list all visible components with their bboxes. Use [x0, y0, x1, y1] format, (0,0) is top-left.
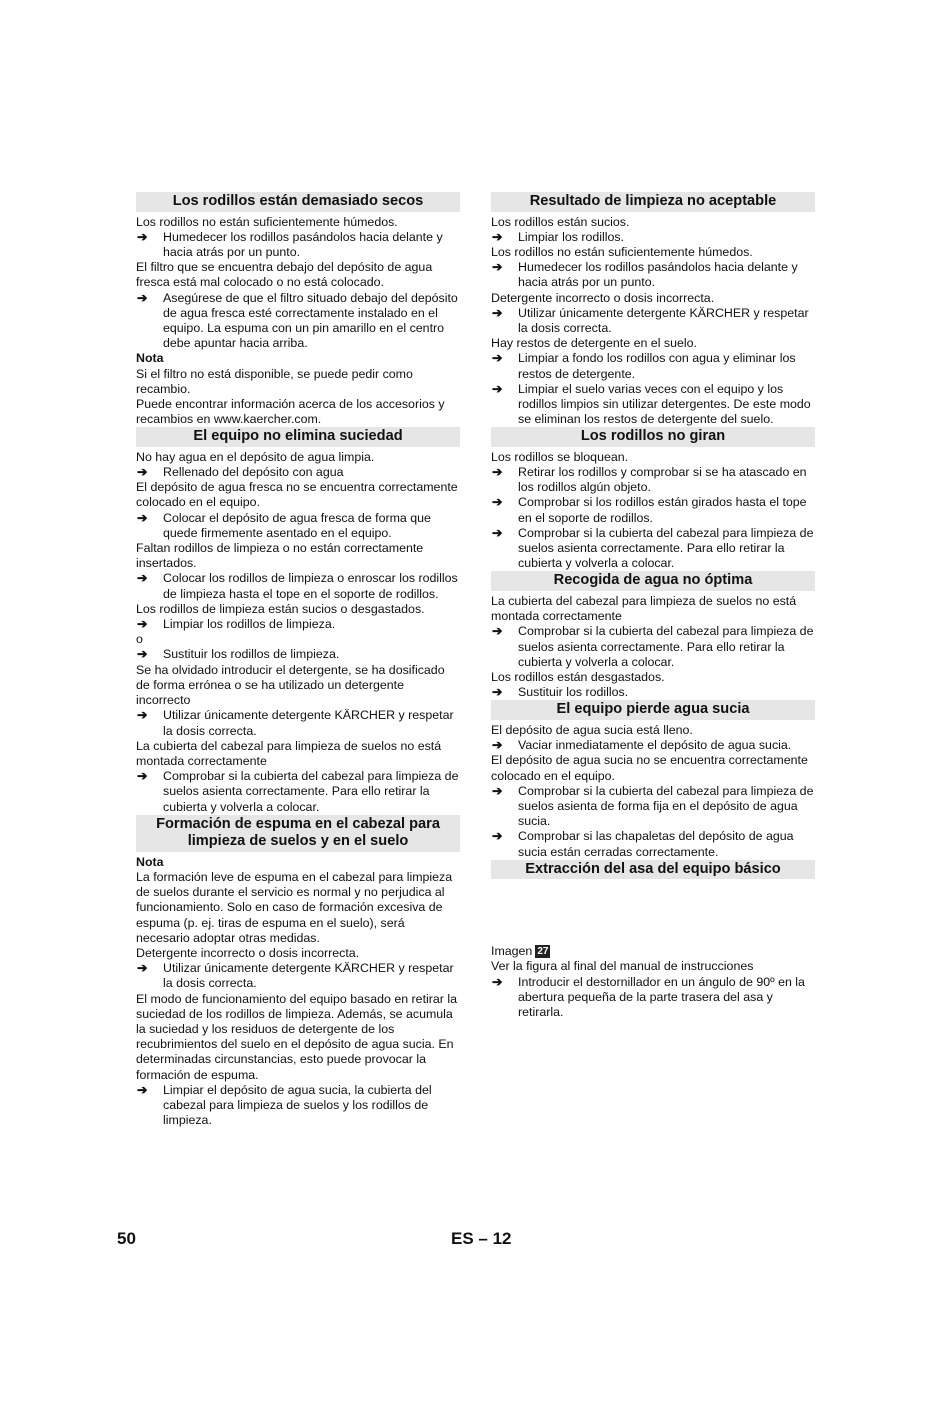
arrow-right-icon: ➔ — [492, 381, 503, 396]
arrow-right-icon: ➔ — [492, 305, 503, 320]
paragraph: El depósito de agua fresca no se encuentra correctamente colocado en el equipo. — [136, 480, 458, 510]
paragraph: Los rodillos están sucios. — [491, 214, 630, 229]
section-heading: El equipo no elimina suciedad — [136, 427, 460, 447]
step-item — [491, 975, 815, 1021]
step-text: Introducir el destornillador en un ángulo de 90º en la abertura pequeña de la parte trasera del asa y retirarla. — [518, 974, 805, 1020]
step-item — [491, 260, 815, 290]
arrow-right-icon: ➔ — [492, 685, 503, 700]
step-item — [491, 306, 815, 336]
step-text: Humedecer los rodillos pasándolos hacia delante y hacia atrás por un punto. — [163, 229, 443, 259]
paragraph: Los rodillos se bloquean. — [491, 449, 629, 464]
step-text: Retirar los rodillos y comprobar si se ha atascado en los rodillos algún objeto. — [518, 465, 807, 495]
paragraph: o — [136, 632, 143, 647]
section-heading: Extracción del asa del equipo básico — [491, 860, 815, 880]
step-text: Comprobar si la cubierta del cabezal para limpieza de suelos asienta de forma fija en el depósito de agua sucia. — [518, 783, 814, 829]
arrow-right-icon: ➔ — [137, 290, 148, 305]
section-heading: Recogida de agua no óptima — [491, 571, 815, 591]
arrow-right-icon: ➔ — [492, 525, 503, 540]
paragraph: Detergente incorrecto o dosis incorrecta. — [491, 290, 715, 305]
figure-reference — [491, 944, 815, 959]
page-number: 50 — [117, 1229, 136, 1248]
step-item — [136, 291, 460, 352]
section-heading: Formación de espuma en el cabezal para limpieza de suelos y en el suelo — [136, 815, 460, 852]
paragraph: El modo de funcionamiento del equipo basado en retirar la suciedad de los rodillos de limpieza. Además, se acumula la suciedad y los residuos de detergente de los recubrimientos del suelo en el depósito de agua sucia. En determinadas circunstancias, esto puede provocar la formación de espuma. — [136, 991, 457, 1082]
arrow-right-icon: ➔ — [492, 229, 503, 244]
spacer — [491, 882, 815, 944]
paragraph: La formación leve de espuma en el cabezal para limpieza de suelos durante el servicio es normal y no perjudica al funcionamiento. Solo en caso de formación excesiva de espuma (p. ej. tiras de espuma en el suelo), será necesario adoptar otras medidas. — [136, 869, 453, 945]
step-item — [491, 495, 815, 525]
arrow-right-icon: ➔ — [492, 974, 503, 989]
arrow-right-icon: ➔ — [492, 783, 503, 798]
step-item — [491, 382, 815, 428]
paragraph: Ver la figura al final del manual de instrucciones — [491, 959, 754, 974]
paragraph: Faltan rodillos de limpieza o no están correctamente insertados. — [136, 541, 424, 571]
step-text: Limpiar el depósito de agua sucia, la cubierta del cabezal para limpieza de suelos y los rodillos de limpieza. — [163, 1082, 432, 1128]
step-item — [136, 571, 460, 601]
step-item — [491, 465, 815, 495]
step-item — [136, 230, 460, 260]
arrow-right-icon: ➔ — [492, 351, 503, 366]
step-item — [136, 708, 460, 738]
step-text: Comprobar si la cubierta del cabezal para limpieza de suelos asienta correctamente. Para ello retirar la cubierta y volverla a colocar. — [518, 525, 814, 571]
paragraph: Los rodillos están desgastados. — [491, 669, 665, 684]
step-item — [136, 1083, 460, 1129]
paragraph: Hay restos de detergente en el suelo. — [491, 336, 697, 351]
section-heading: El equipo pierde agua sucia — [491, 700, 815, 720]
arrow-right-icon: ➔ — [137, 961, 148, 976]
right-column — [491, 192, 815, 1020]
arrow-right-icon: ➔ — [137, 647, 148, 662]
paragraph: No hay agua en el depósito de agua limpia. — [136, 449, 375, 464]
arrow-right-icon: ➔ — [492, 495, 503, 510]
step-text: Limpiar los rodillos. — [518, 229, 625, 244]
arrow-right-icon: ➔ — [137, 510, 148, 525]
figure-label: Imagen — [491, 944, 533, 959]
step-item — [491, 738, 815, 753]
step-text: Vaciar inmediatamente el depósito de agua sucia. — [518, 738, 792, 753]
step-text: Sustituir los rodillos de limpieza. — [163, 647, 340, 662]
page-code: ES – 12 — [451, 1229, 512, 1248]
step-text: Comprobar si la cubierta del cabezal para limpieza de suelos asienta correctamente. Para ello retirar la cubierta y volverla a colocar. — [163, 769, 459, 814]
step-text: Asegúrese de que el filtro situado debajo del depósito de agua fresca esté correctamente instalado en el equipo. La espuma con un pin amarillo en el centro debe apuntar hacia arriba. — [163, 290, 458, 351]
step-text: Utilizar únicamente detergente KÄRCHER y respetar la dosis correcta. — [518, 305, 809, 335]
step-text: Utilizar únicamente detergente KÄRCHER y respetar la dosis correcta. — [163, 961, 454, 991]
arrow-right-icon: ➔ — [137, 465, 148, 480]
arrow-right-icon: ➔ — [492, 738, 503, 753]
paragraph: La cubierta del cabezal para limpieza de suelos no está montada correctamente — [491, 593, 797, 624]
arrow-right-icon: ➔ — [137, 571, 148, 586]
step-item — [136, 465, 460, 480]
paragraph: La cubierta del cabezal para limpieza de suelos no está montada correctamente — [136, 738, 442, 768]
arrow-right-icon: ➔ — [492, 624, 503, 639]
paragraph: El filtro que se encuentra debajo del depósito de agua fresca está mal colocado o no está colocado. — [136, 260, 433, 290]
step-item — [491, 230, 815, 245]
arrow-right-icon: ➔ — [137, 769, 148, 784]
arrow-right-icon: ➔ — [492, 260, 503, 275]
left-column — [136, 192, 460, 1128]
section-heading: Los rodillos están demasiado secos — [136, 192, 460, 212]
step-item — [136, 961, 460, 991]
arrow-right-icon: ➔ — [492, 465, 503, 480]
step-item — [136, 769, 460, 815]
step-item — [491, 784, 815, 830]
step-item — [491, 829, 815, 859]
step-text: Limpiar los rodillos de limpieza. — [163, 617, 336, 632]
step-text: Limpiar a fondo los rodillos con agua y eliminar los restos de detergente. — [518, 351, 796, 381]
paragraph: Si el filtro no está disponible, se puede pedir como recambio. — [136, 366, 413, 396]
paragraph: Detergente incorrecto o dosis incorrecta. — [136, 945, 360, 960]
arrow-right-icon: ➔ — [137, 617, 148, 632]
paragraph: Los rodillos no están suficientemente húmedos. — [136, 214, 398, 229]
paragraph: Los rodillos de limpieza están sucios o desgastados. — [136, 601, 425, 616]
arrow-right-icon: ➔ — [137, 708, 148, 723]
step-text: Comprobar si la cubierta del cabezal para limpieza de suelos asienta correctamente. Para ello retirar la cubierta y volverla a colocar. — [518, 624, 814, 669]
step-item — [491, 624, 815, 670]
step-item — [491, 526, 815, 572]
figure-number-badge: 27 — [537, 946, 549, 958]
step-text: Sustituir los rodillos. — [518, 685, 629, 700]
step-text: Limpiar el suelo varias veces con el equipo y los rodillos limpios sin utilizar detergentes. De este modo se eliminan los restos de detergente del suelo. — [518, 381, 811, 427]
arrow-right-icon: ➔ — [137, 229, 148, 244]
step-text: Utilizar únicamente detergente KÄRCHER y respetar la dosis correcta. — [163, 708, 454, 738]
arrow-right-icon: ➔ — [492, 829, 503, 844]
step-item — [491, 351, 815, 381]
section-heading: Los rodillos no giran — [491, 427, 815, 447]
step-item — [491, 685, 815, 700]
step-text: Colocar los rodillos de limpieza o enroscar los rodillos de limpieza hasta el tope en el soporte de rodillos. — [163, 571, 458, 601]
arrow-right-icon: ➔ — [137, 1082, 148, 1097]
note-label: Nota — [136, 854, 164, 869]
step-item — [136, 647, 460, 662]
step-text: Rellenado del depósito con agua — [163, 465, 344, 480]
paragraph: Se ha olvidado introducir el detergente, se ha dosificado de forma errónea o se ha utilizado un detergente incorrecto — [136, 662, 445, 708]
step-item — [136, 617, 460, 632]
step-item — [136, 511, 460, 541]
step-text: Humedecer los rodillos pasándolos hacia delante y hacia atrás por un punto. — [518, 260, 798, 290]
note-label: Nota — [136, 351, 164, 366]
paragraph: Los rodillos no están suficientemente húmedos. — [491, 244, 753, 259]
step-text: Comprobar si los rodillos están girados hasta el tope en el soporte de rodillos. — [518, 495, 807, 525]
step-text: Colocar el depósito de agua fresca de forma que quede firmemente asentado en el equipo. — [163, 510, 431, 540]
paragraph: Puede encontrar información acerca de los accesorios y recambios en www.kaercher.com. — [136, 396, 445, 427]
section-heading: Resultado de limpieza no aceptable — [491, 192, 815, 212]
paragraph: El depósito de agua sucia no se encuentra correctamente colocado en el equipo. — [491, 753, 808, 783]
paragraph: El depósito de agua sucia está lleno. — [491, 722, 693, 737]
step-text: Comprobar si las chapaletas del depósito de agua sucia están cerradas correctamente. — [518, 829, 794, 859]
